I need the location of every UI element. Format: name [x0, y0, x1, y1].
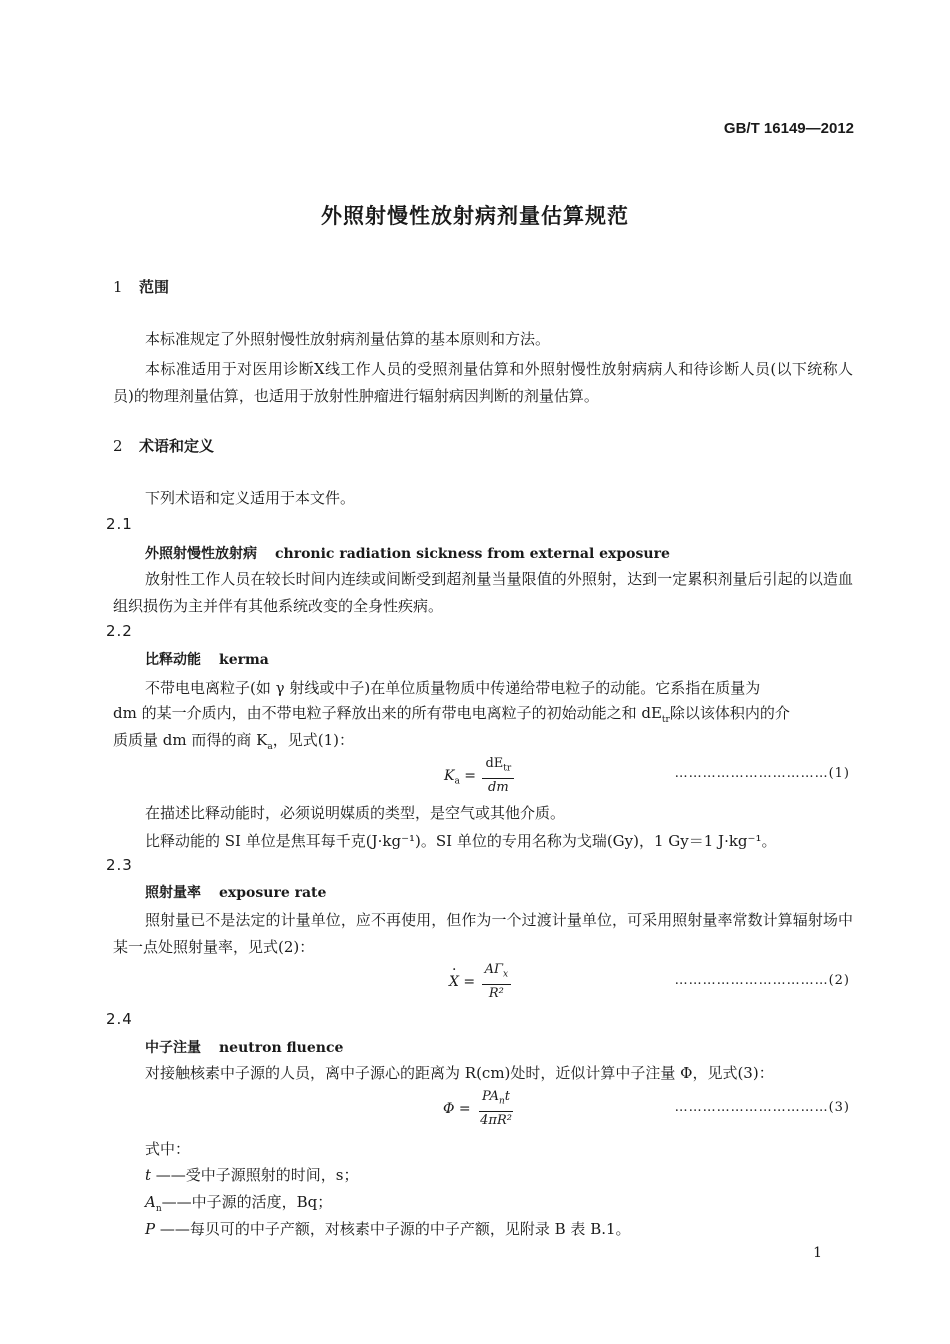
- dot-accent: ·: [452, 961, 457, 978]
- page-title: 外照射慢性放射病剂量估算规范: [321, 204, 629, 228]
- num-sub: x: [503, 969, 509, 980]
- term-definition-line-3: [113, 729, 354, 752]
- fraction: [477, 1089, 515, 1129]
- term-number: 2.2: [106, 622, 133, 640]
- term-heading: [145, 543, 670, 563]
- term-definition: 照射量已不是法定的计量单位，应不再使用，但作为一个过渡计量单位，可采用照射量率常数计算辐射场中某一点处照射量率，见式(2)：: [113, 911, 853, 956]
- num-sub: tr: [503, 763, 512, 774]
- numerator: [482, 756, 514, 779]
- page-number: 1: [813, 1245, 822, 1261]
- subscript: a: [267, 742, 273, 752]
- equation-2: · X = $\frac{A\Gamma_x}{\text{R²}}$: [449, 962, 513, 1002]
- where-symbol-sub: n: [155, 1204, 162, 1214]
- term-cn: 照射量率: [145, 885, 201, 901]
- denominator: R²: [488, 985, 504, 1001]
- section-2-heading: [113, 435, 214, 456]
- text: dm: [113, 704, 137, 722]
- equation-3: Φ = $\frac{PA_nt}{\text{4πR²}}$: [443, 1089, 517, 1129]
- term-number: 2.1: [106, 515, 133, 533]
- eq-lhs-symbol: X: [449, 973, 459, 990]
- term-en: chronic radiation sickness from external exposure: [275, 546, 670, 562]
- term-definition-line-2: [113, 702, 790, 725]
- section-1-heading: [113, 276, 169, 297]
- text: 除以该体积内的介: [669, 704, 790, 722]
- text: 的某一介质内，由不带电粒子释放出来的所有带电电离粒子的初始动能之和 dE: [136, 704, 662, 722]
- term-en: neutron fluence: [219, 1040, 344, 1056]
- section-number: 1: [113, 278, 123, 296]
- term-heading: [145, 649, 269, 669]
- num-text: PA: [482, 1089, 499, 1104]
- scope-paragraph-2: 本标准适用于对医用诊断X线工作人员的受照剂量估算和外照射慢性放射病病人和待诊断人员(以下统称人员)的物理剂量估算，也适用于放射性肿瘤进行辐射病因判断的剂量估算。: [113, 360, 853, 405]
- term-cn: 外照射慢性放射病: [145, 546, 257, 562]
- kerma-note-1: 在描述比释动能时，必须说明媒质的类型，是空气或其他介质。: [145, 804, 566, 822]
- text: 质质量 dm 而得的商 K: [113, 731, 268, 749]
- where-item: [145, 1191, 332, 1214]
- term-heading: [145, 882, 326, 902]
- eq-lhs: Φ: [443, 1100, 455, 1117]
- term-heading: [145, 1037, 343, 1057]
- eq-lhs-sub: a: [454, 776, 460, 787]
- equation-2-label: ……………………………(2): [674, 973, 850, 988]
- where-text: ——每贝可的中子产额，对核素中子源的中子产额，见附录 B 表 B.1。: [155, 1220, 631, 1238]
- text: ，见式(1)：: [272, 731, 354, 749]
- fraction: [482, 756, 514, 796]
- fraction: [482, 962, 512, 1002]
- term-number: 2.4: [106, 1010, 133, 1028]
- where-symbol: A: [145, 1193, 156, 1211]
- equation-1-label: ……………………………(1): [674, 766, 850, 781]
- terms-intro: 下列术语和定义适用于本文件。: [145, 489, 356, 507]
- where-item: [145, 1164, 359, 1187]
- standard-code: GB/T 16149—2012: [723, 120, 854, 137]
- eq-lhs: K: [444, 767, 455, 784]
- term-cn: 比释动能: [145, 652, 201, 668]
- kerma-note-2: 比释动能的 SI 单位是焦耳每千克(J·kg⁻¹)。SI 单位的专用名称为戈瑞(Gy)，1 Gy＝1 J·kg⁻¹。: [145, 832, 777, 850]
- where-item: [145, 1218, 631, 1241]
- subscript: tr: [661, 715, 670, 725]
- term-number: 2.3: [106, 856, 133, 874]
- scope-paragraph-1: 本标准规定了外照射慢性放射病剂量估算的基本原则和方法。: [145, 330, 551, 348]
- where-text: ——受中子源照射的时间，s；: [151, 1166, 359, 1184]
- equation-3-label: ……………………………(3): [674, 1100, 850, 1115]
- where-text: ——中子源的活度，Bq；: [161, 1193, 333, 1211]
- term-definition-line-1: 不带电电离粒子(如 γ 射线或中子)在单位质量物质中传递给带电粒子的动能。它系指在质量为: [145, 679, 761, 697]
- numerator: [479, 1089, 513, 1112]
- where-symbol: t: [145, 1166, 152, 1184]
- num-sub: n: [499, 1096, 505, 1107]
- term-cn: 中子注量: [145, 1040, 201, 1056]
- denominator: dm: [488, 779, 509, 795]
- term-definition: 放射性工作人员在较长时间内连续或间断受到超剂量当量限值的外照射，达到一定累积剂量后引起的以造血组织损伤为主并伴有其他系统改变的全身性疾病。: [113, 570, 853, 615]
- term-definition: 对接触核素中子源的人员，离中子源心的距离为 R(cm)处时，近似计算中子注量 Φ，见式(3)：: [145, 1064, 774, 1082]
- num-text: AΓ: [484, 962, 504, 977]
- term-en: exposure rate: [219, 885, 327, 901]
- eq-lhs: [449, 961, 459, 990]
- equation-1: $K_a$ = $\frac{dE_{tr}}{dm}$: [444, 756, 516, 796]
- where-intro: 式中：: [145, 1140, 191, 1158]
- section-title: 范围: [139, 278, 170, 296]
- num-tail: t: [504, 1089, 511, 1104]
- where-symbol: P: [145, 1220, 156, 1238]
- numerator: [482, 962, 512, 985]
- num-text: dE: [485, 756, 504, 771]
- term-en: kerma: [219, 652, 269, 668]
- section-title: 术语和定义: [139, 437, 215, 455]
- denominator: 4πR²: [480, 1112, 512, 1128]
- section-number: 2: [113, 437, 123, 455]
